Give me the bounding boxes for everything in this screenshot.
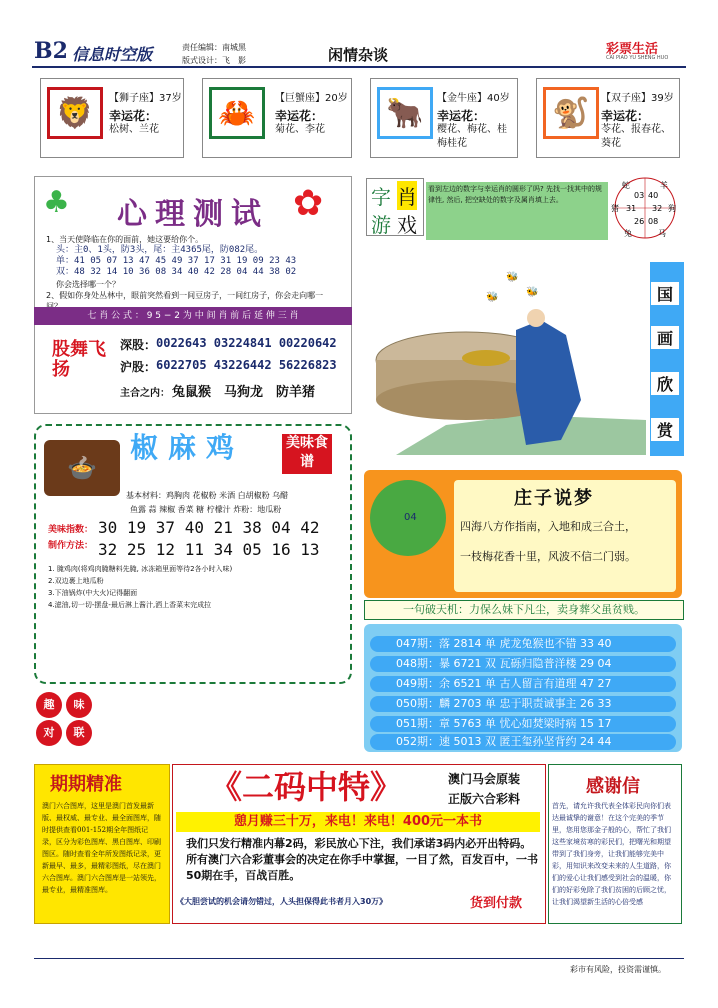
recipe-title: 椒麻鸡 [130,431,245,464]
period-phrase: 匿王玺孙坚背约 [499,735,577,748]
period-type: 单 [485,677,496,690]
period-phrase: 古人留言有道理 [499,677,577,690]
period-phrase: 忧心如焚梁时病 [499,717,577,730]
riddle-bar: 一句破天机：力保么妹下凡尘，卖身葬父虽贫贱。 [364,600,684,620]
designer-credit: 版式设计：飞 影 [182,56,246,65]
lucky-label: 幸运花： [275,109,324,123]
zodiac-wheel [610,176,680,240]
recipe-step-3: 3.下油锅炸(中大火)记得翻面 [48,589,138,597]
ad-body: 我们只发行精准内幕2码，彩民放心下注，我们承诺3码内必开出特码。所有澳门六合彩董事会的决定在你手中掌握，一目了然，百发百中，一书50期在手，百战百胜。 [186,837,538,882]
lantern-3: 对 [36,720,62,746]
period-char: 落 [439,637,450,650]
lion-icon: 🦁 [47,87,103,139]
monkey-icon: 🐒 [543,87,599,139]
recipe-numbers-2: 32 25 12 11 34 05 16 13 [98,540,320,559]
period-nums: 24 44 [580,735,612,748]
sh-numbers: 6022705 43226442 56226823 [156,358,337,372]
vertical-title-char: 欣 [651,372,679,395]
vertical-title-char: 赏 [651,418,679,441]
psych-row-choose: 你会选择哪一个？ [56,280,120,289]
food-photo: 🍲 [44,440,120,496]
period-label: 051期： [396,717,439,730]
stock-logo: 股舞飞扬 [52,339,106,380]
period-number: 6521 [453,677,482,690]
wheel-number: 26 [634,217,645,226]
period-char: 章 [439,717,450,730]
ad-slogan: 憩月赚三十万，来电！来电！400元一本书 [176,812,540,832]
period-char: 麟 [439,697,450,710]
period-number: 5013 [453,735,482,748]
main-value: 兔鼠猴 马狗龙 防羊猪 [172,385,316,400]
page-code: B2 [34,38,68,64]
period-number: 6721 [453,657,482,670]
period-char: 速 [439,735,450,748]
period-number: 2703 [453,697,482,710]
flavor-label: 美味指数： [48,525,94,535]
recipe-ingredients: 基本材料：鸡胸肉 花椒粉 米酒 白胡椒粉 乌醋 [126,491,289,500]
puzzle-char: 字 [371,185,391,209]
period-number: 2814 [453,637,482,650]
lucky-flowers: 菊花、李花 [275,124,325,135]
recipe-step-4: 4.滤油,切一切-摆盘-最后淋上酱汁,洒上香菜末完成拉 [48,601,212,609]
period-nums: 33 40 [580,637,612,650]
wheel-number: 08 [648,217,659,226]
bee-icon: 🐝 [506,272,519,283]
recipe-numbers-1: 30 19 37 40 21 38 04 42 [98,518,320,537]
lucky-label: 幸运花： [437,109,486,123]
lucky-flowers: 苓花、报春花、葵花 [601,124,671,149]
zodiac-card-leo [40,78,184,158]
footer-disclaimer: 彩市有风险，投资需谨慎。 [570,965,666,974]
crab-icon: 🦀 [209,87,265,139]
lantern-1: 趣 [36,692,62,718]
painting-illustration [366,240,646,455]
period-phrase: 虎龙兔猴也不错 [499,637,577,650]
period-label: 047期： [396,637,439,650]
cod-button[interactable]: 货到付款 [470,896,523,911]
vertical-title-char: 画 [651,326,679,349]
psych-question-1: 1、当天使降临在你的面前，她这要给你个。 [46,235,204,244]
recipe-step-1: 1. 腌鸡肉(将鸡肉腌糖料先腌, 冰冻箱里面等待2各小时入味) [48,565,233,573]
period-nums: 15 17 [580,717,612,730]
bee-icon: 🐝 [526,287,539,298]
recipe-step-2: 2.双边裹上地瓜粉 [48,577,104,585]
wheel-label: 蛇 [622,181,630,190]
wheel-number: 03 [634,191,645,200]
zodiac-sign: 【巨蟹座】20岁 [275,93,348,104]
psych-question-2: 2、假如你身处丛林中，眼前突然看到一间豆房子，一间红房子，你会走向哪一 [46,291,324,300]
period-row [370,696,676,712]
clover-icon: ♣ [43,185,70,220]
method-label: 制作方法： [48,541,94,551]
bee-icon: 🐝 [486,292,499,303]
lantern-4: 联 [66,720,92,746]
period-phrase: 忠于职责诚事主 [499,697,577,710]
period-char: 余 [439,677,450,690]
precision-body: 澳门六合图库，这里是澳门首发最新版、最权威、最专业、最全面图库，随时提供查看001-152期全年图纸记录，区分为彩色图库、黑白图库、印刷图区。随时查看全年所发图纸记录，更新最早、最多，最精彩图纸，尽在澳门六合图库。澳门六合图库是一站领先，最专业，最精准图库。 [42,802,161,894]
period-row [370,636,676,652]
wheel-label: 狗 [668,204,676,213]
puzzle-char: 戏 [397,213,417,237]
period-row [370,656,676,672]
period-type: 单 [485,637,496,650]
flower-icon: ✿ [293,183,324,224]
lucky-label: 幸运花： [109,109,158,123]
footer-rule [34,958,684,959]
psych-row-single: 单：41 05 07 13 47 45 49 37 17 31 19 09 23 43 [56,256,297,266]
lucky-flowers: 樱花、梅花、桂梅桂花 [437,124,507,149]
zodiac-card-cancer [202,78,352,158]
ad-bottom-note: 《大胆尝试的机会请勿错过，人头担保得此书者月入30万》 [176,897,388,906]
period-nums: 29 04 [580,657,612,670]
formula-bar: 七 肖 公 式 ： 9 5 − 2 为 中 间 肖 前 后 延 伸 三 肖 [34,307,352,325]
zhuangzi-line-1: 四海八方作指南，入地和成三合土， [460,520,636,533]
period-label: 050期： [396,697,439,710]
puzzle-description: 看到左边的数字与幸运肖的圆形了吗? 先找一找其中的规律性, 然后, 把空缺处的数字及属肖填上去。 [426,182,608,240]
brand-title: 信息时空版 [72,45,153,64]
psych-title: 心理测试 [117,197,269,232]
period-label: 049期： [396,677,439,690]
period-row [370,734,676,750]
puzzle-grid [366,178,424,236]
period-row [370,676,676,692]
section-title: 闲情杂谈 [328,46,389,64]
wheel-number: 40 [648,191,659,200]
psych-row-head: 头：主0、1头，防3头，尾：主4365尾，防082尾。 [56,245,264,255]
thanks-body: 首先，请允许我代表全体彩民向你们表达最诚挚的谢意！在这个完美的季节里，您用您那金子般的心，帮忙了我们这些家境贫寒的彩民们，把曙光和期望带到了我们身旁，让我们能够完美中彩，用知识来改变未来的人生道路，你们的爱心让我们感受到社会的温暖，你们的好彩免除了我们贫困的后顾之忧，让我们渴望新生活的心倍受感 [552,802,671,906]
period-number: 5763 [453,717,482,730]
period-nums: 47 27 [580,677,612,690]
puzzle-char: 游 [371,213,391,237]
period-nums: 26 33 [580,697,612,710]
wheel-number: 31 [626,204,637,213]
sz-label: 深股： [120,338,157,352]
zhuangzi-number: 04 [404,512,417,523]
thanks-title: 感谢信 [586,776,640,797]
zodiac-sign: 【双子座】39岁 [601,93,674,104]
zhuangzi-title: 庄子说梦 [514,488,594,509]
ad-side-2: 正版六合彩料 [448,792,521,806]
editor-credit: 责任编辑：南城黑 [182,43,246,52]
zhuangzi-line-2: 一枝梅花香十里，风波不信二门弱。 [460,550,636,563]
main-label: 主合之内： [120,388,170,399]
puzzle-char: 肖 [397,181,417,210]
period-phrase: 瓦砾归隐普洋楼 [499,657,577,670]
lottery-logo: 彩票生活 [606,42,659,57]
period-type: 双 [485,657,496,670]
wheel-number: 32 [652,204,663,213]
period-label: 052期： [396,735,439,748]
ad-title: 《二码中特》 [209,768,402,806]
wheel-label: 兔 [624,229,632,238]
wheel-label: 马 [658,229,666,238]
period-type: 双 [485,735,496,748]
zodiac-card-gemini [536,78,680,158]
period-type: 单 [485,717,496,730]
zodiac-sign: 【金牛座】40岁 [437,93,510,104]
sz-numbers: 0022643 03224841 00220642 [156,336,337,350]
wheel-label: 羊 [660,181,668,190]
period-type: 单 [485,697,496,710]
vertical-title-char: 国 [651,282,679,305]
lantern-2: 味 [66,692,92,718]
sh-label: 沪股： [120,360,157,374]
psych-row-double: 双：48 32 14 10 36 08 34 40 42 28 04 44 38 02 [56,267,297,277]
lucky-flowers: 松树、兰花 [109,124,159,135]
zodiac-card-taurus [370,78,518,158]
recipe-badge: 美味食谱 [282,434,332,474]
wheel-label: 猪 [611,204,619,213]
period-row [370,716,676,732]
lottery-logo-sub: CAI PIAO YU SHENG HUO [606,55,669,61]
period-char: 暴 [439,657,450,670]
period-label: 048期： [396,657,439,670]
header-rule [32,66,686,68]
bull-icon: 🐂 [377,87,433,139]
zodiac-sign: 【狮子座】37岁 [109,93,182,104]
lucky-label: 幸运花： [601,109,650,123]
recipe-ingredients-2: 鱼露 蒜 辣椒 香菜 糖 柠檬汁 炸粉：地瓜粉 [130,505,282,514]
precision-title: 期期精准 [50,774,122,795]
ad-side-1: 澳门马会原装 [448,772,521,786]
